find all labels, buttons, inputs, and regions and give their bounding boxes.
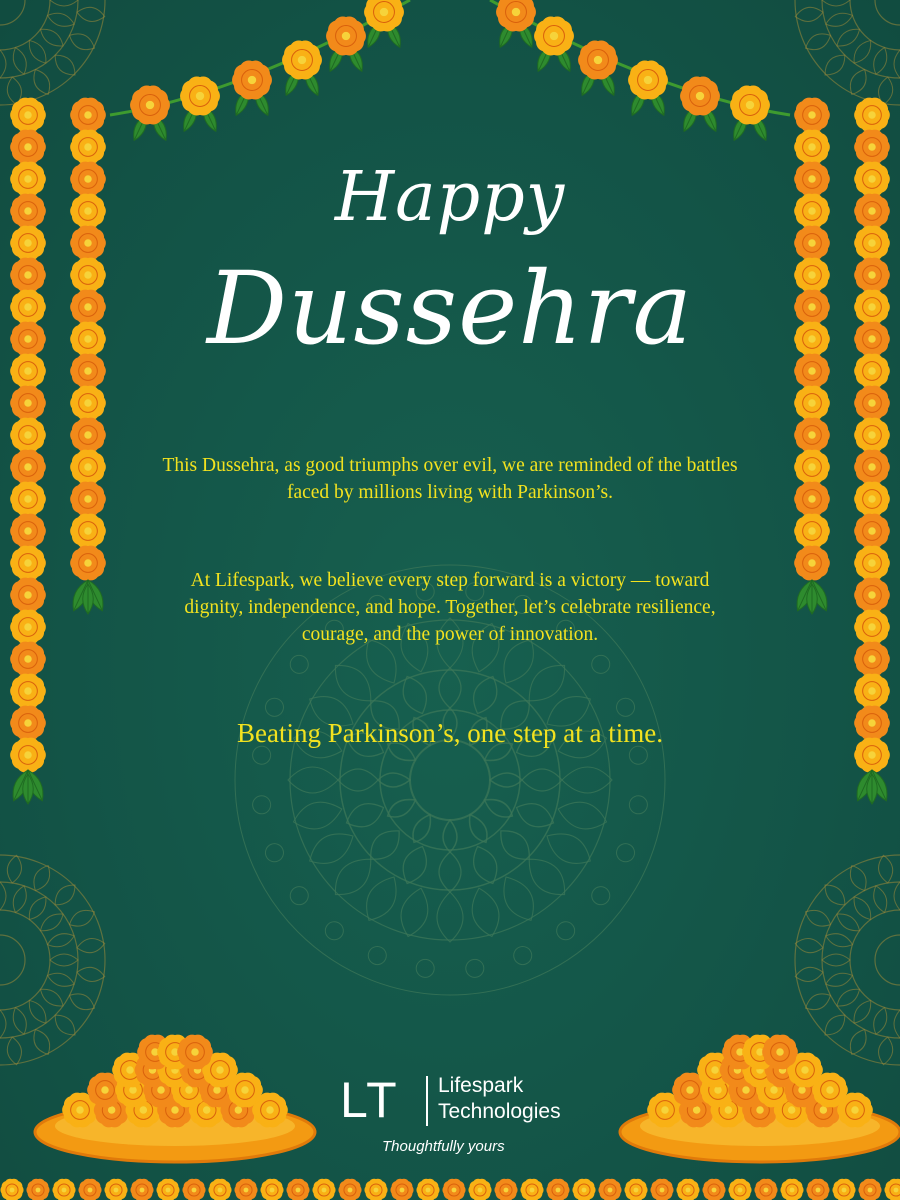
- marigold-flower: [135, 1053, 171, 1088]
- brand-logo: [340, 1070, 600, 1170]
- marigold-flower: [227, 1073, 263, 1108]
- marigold-flower: [234, 1179, 257, 1200]
- mandala-petal: [290, 796, 345, 834]
- leaf-icon: [23, 774, 34, 804]
- leaf-icon: [807, 584, 818, 614]
- marigold-flower: [338, 1179, 361, 1200]
- marigold-flower: [78, 1179, 101, 1200]
- mandala-dot: [252, 795, 272, 815]
- leaf-icon: [180, 104, 201, 134]
- marigold-flower: [702, 1179, 725, 1200]
- marigold-flower: [710, 1093, 746, 1128]
- marigold-flower: [805, 1093, 841, 1128]
- mandala-petal: [437, 892, 463, 942]
- marigold-flower: [468, 1179, 491, 1200]
- marigold-flower: [680, 77, 720, 116]
- mandala-petal: [562, 767, 612, 793]
- marigold-flower: [728, 1073, 764, 1108]
- leaf-icon: [346, 44, 367, 74]
- marigold-flower: [742, 1093, 778, 1128]
- leaf-icon: [598, 68, 619, 98]
- marigold-flower: [260, 1179, 283, 1200]
- marigold-flower: [104, 1179, 127, 1200]
- mandala-petal: [467, 842, 503, 887]
- marigold-flower: [286, 1179, 309, 1200]
- mandala-petal: [512, 797, 557, 833]
- mandala-petal: [495, 870, 543, 926]
- marigold-flower: [10, 610, 46, 645]
- marigold-flower: [70, 546, 106, 581]
- marigold-flower: [182, 1179, 205, 1200]
- leaf-icon: [496, 20, 517, 50]
- marigold-flower: [10, 98, 46, 133]
- mandala-petal: [342, 797, 387, 833]
- marigold-flower: [854, 514, 890, 549]
- marigold-flower: [854, 674, 890, 709]
- mandala-dot: [553, 918, 578, 943]
- leaf-icon: [200, 104, 221, 134]
- leaf-icon: [282, 68, 303, 98]
- mandala-petal: [443, 820, 457, 852]
- marigold-flower: [87, 1073, 123, 1108]
- marigold-flower: [125, 1093, 161, 1128]
- leaf-icon: [150, 113, 171, 143]
- marigold-flower: [26, 1179, 49, 1200]
- mandala-petal: [326, 850, 380, 904]
- leaf-icon: [628, 88, 649, 118]
- leaf-icon: [867, 767, 892, 803]
- leaf-icon: [326, 44, 347, 74]
- leaf-icon: [750, 113, 771, 143]
- leaf-icon: [578, 68, 599, 98]
- mandala-petal: [288, 767, 338, 793]
- mandala-petal: [384, 794, 419, 822]
- marigold-flower: [858, 1179, 881, 1200]
- leaf-icon: [252, 88, 273, 118]
- leaf-icon: [554, 44, 575, 74]
- brand-mark: LT: [340, 1072, 399, 1128]
- marigold-flower: [282, 41, 322, 80]
- marigold-flower: [10, 450, 46, 485]
- marigold-flower: [624, 1179, 647, 1200]
- mandala-petal: [363, 823, 407, 867]
- marigold-flower: [794, 418, 830, 453]
- brand-name-line1: Lifespark: [438, 1074, 524, 1097]
- marigold-flower: [650, 1179, 673, 1200]
- marigold-flower: [232, 61, 272, 100]
- mandala-petal: [397, 842, 433, 887]
- message-paragraph-2: At Lifespark, we believe every step forward is a victory — toward dignity, independence, and hope. Together, let’s celebrate resilience, courage, and the power of innovation.: [184, 570, 716, 645]
- mandala-petal: [540, 825, 596, 873]
- marigold-flower: [794, 98, 830, 133]
- marigold-flower: [728, 1179, 751, 1200]
- marigold-flower: [572, 1179, 595, 1200]
- leaf-icon: [232, 88, 253, 118]
- mandala-petal: [378, 773, 410, 787]
- marigold-plate: [35, 1035, 315, 1162]
- marigold-flower: [812, 1073, 848, 1108]
- marigold-flower: [765, 1053, 801, 1088]
- marigold-flower: [854, 418, 890, 453]
- mandala-petal: [493, 823, 537, 867]
- marigold-flower: [180, 77, 220, 116]
- mandala-dot: [415, 958, 435, 978]
- marigold-flower: [494, 1179, 517, 1200]
- marigold-flower: [10, 418, 46, 453]
- marigold-flower: [143, 1073, 179, 1108]
- marigold-flower: [794, 386, 830, 421]
- leaf-icon: [867, 774, 878, 804]
- marigold-flower: [157, 1093, 193, 1128]
- marigold-flower: [854, 450, 890, 485]
- brand-tagline: Thoughtfully yours: [382, 1138, 505, 1155]
- marigold-flower: [70, 450, 106, 485]
- mandala-petal: [358, 870, 406, 926]
- leaf-icon: [364, 20, 385, 50]
- marigold-flower: [854, 98, 890, 133]
- marigold-flower: [10, 578, 46, 613]
- mandala-petal: [481, 794, 516, 822]
- marigold-flower: [774, 1093, 810, 1128]
- greeting-title-happy: Happy: [334, 158, 566, 237]
- marigold-flower: [578, 41, 618, 80]
- marigold-flower: [189, 1093, 225, 1128]
- marigold-flower: [700, 1073, 736, 1108]
- marigold-flower: [202, 1053, 238, 1088]
- marigold-flower: [884, 1179, 900, 1200]
- mandala-dot: [511, 944, 535, 968]
- leaf-icon: [23, 767, 48, 803]
- mandala-petal: [522, 769, 562, 791]
- corner-mandala-icon: [794, 854, 900, 1066]
- marigold-flower: [10, 386, 46, 421]
- marigold-flower: [628, 61, 668, 100]
- marigold-flower: [854, 642, 890, 677]
- marigold-flower: [199, 1073, 235, 1108]
- marigold-flower: [762, 1035, 798, 1070]
- marigold-flower: [171, 1073, 207, 1108]
- marigold-flower: [854, 578, 890, 613]
- marigold-flower: [10, 642, 46, 677]
- marigold-flower: [854, 610, 890, 645]
- mandala-dot: [628, 795, 648, 815]
- mandala-petal: [303, 825, 359, 873]
- mandala-petal: [439, 668, 461, 708]
- marigold-flower: [115, 1073, 151, 1108]
- marigold-flower: [794, 514, 830, 549]
- marigold-flower: [676, 1179, 699, 1200]
- marigold-flower: [837, 1093, 873, 1128]
- marigold-flower: [220, 1093, 256, 1128]
- leaf-icon: [792, 577, 817, 613]
- marigold-flower: [10, 482, 46, 517]
- marigold-flower: [598, 1179, 621, 1200]
- mandala-dot: [287, 883, 312, 908]
- marigold-flower: [312, 1179, 335, 1200]
- corner-mandala-icon: [0, 854, 106, 1066]
- marigold-flower: [780, 1179, 803, 1200]
- marigold-flower: [0, 1179, 23, 1200]
- message-paragraph-1: This Dussehra, as good triumphs over evil, we are reminded of the battles faced by millions living with Parkinson’s.: [162, 455, 738, 503]
- marigold-flower: [794, 450, 830, 485]
- mandala-petal: [466, 885, 504, 940]
- leaf-icon: [8, 767, 33, 803]
- mandala-dot: [263, 696, 287, 720]
- marigold-flower: [794, 546, 830, 581]
- mandala-petal: [397, 672, 433, 717]
- marigold-flower: [10, 546, 46, 581]
- mandala-petal: [520, 850, 574, 904]
- leaf-icon: [807, 577, 832, 613]
- mandala-petal: [490, 773, 522, 787]
- marigold-flower: [157, 1053, 193, 1088]
- leaf-icon: [534, 44, 555, 74]
- marigold-flower: [416, 1179, 439, 1200]
- mandala-dot: [322, 918, 347, 943]
- mandala-dot: [287, 652, 312, 677]
- mandala-petal: [464, 811, 492, 846]
- leaf-icon: [384, 20, 405, 50]
- mandala-petal: [467, 672, 503, 717]
- marigold-flower: [208, 1179, 231, 1200]
- mandala-petal: [439, 852, 461, 892]
- leaf-icon: [302, 68, 323, 98]
- marigold-flower: [647, 1093, 683, 1128]
- marigold-flower: [112, 1053, 148, 1088]
- marigold-flower: [520, 1179, 543, 1200]
- marigold-flower: [130, 86, 170, 125]
- marigold-flower: [832, 1179, 855, 1200]
- marigold-flower: [754, 1179, 777, 1200]
- marigold-flower: [730, 86, 770, 125]
- marigold-flower: [697, 1053, 733, 1088]
- marigold-flower: [546, 1179, 569, 1200]
- marigold-flower: [806, 1179, 829, 1200]
- marigold-flower: [70, 418, 106, 453]
- marigold-flower: [534, 17, 574, 56]
- mandala-petal: [396, 885, 434, 940]
- marigold-flower: [156, 1179, 179, 1200]
- mandala-dot: [614, 841, 638, 865]
- leaf-icon: [130, 113, 151, 143]
- marigold-flower: [70, 386, 106, 421]
- mandala-petal: [520, 656, 574, 710]
- leaf-icon: [680, 104, 701, 134]
- mandala-petal: [326, 656, 380, 710]
- leaf-icon: [516, 20, 537, 50]
- mandala-dot: [588, 883, 613, 908]
- marigold-flower: [364, 0, 404, 31]
- corner-mandala-icon: [794, 0, 900, 106]
- mandala-dot: [465, 958, 485, 978]
- leaf-icon: [83, 584, 94, 614]
- mandala-dot: [263, 841, 287, 865]
- mandala-dot: [614, 696, 638, 720]
- marigold-flower: [854, 386, 890, 421]
- leaf-icon: [852, 767, 877, 803]
- marigold-flower: [679, 1093, 715, 1128]
- leaf-icon: [730, 113, 751, 143]
- marigold-flower: [672, 1073, 708, 1108]
- marigold-flower: [742, 1035, 778, 1070]
- marigold-flower: [177, 1035, 213, 1070]
- marigold-flower: [62, 1093, 98, 1128]
- marigold-flower: [390, 1179, 413, 1200]
- marigold-flower: [742, 1053, 778, 1088]
- marigold-flower: [326, 17, 366, 56]
- leaf-icon: [700, 104, 721, 134]
- marigold-flower: [442, 1179, 465, 1200]
- leaf-icon: [68, 577, 93, 613]
- leaf-icon: [83, 577, 108, 613]
- marigold-flower: [722, 1035, 758, 1070]
- marigold-flower: [364, 1179, 387, 1200]
- mandala-petal: [338, 769, 378, 791]
- marigold-flower: [756, 1073, 792, 1108]
- marigold-flower: [794, 482, 830, 517]
- marigold-flower: [157, 1035, 193, 1070]
- marigold-flower: [784, 1073, 820, 1108]
- mandala-dot: [366, 944, 390, 968]
- marigold-flower: [496, 0, 536, 31]
- marigold-flower: [10, 674, 46, 709]
- marigold-flower: [130, 1179, 153, 1200]
- marigold-flower: [787, 1053, 823, 1088]
- mandala-dot: [588, 652, 613, 677]
- brand-name-line2: Technologies: [438, 1100, 561, 1123]
- marigold-flower: [94, 1093, 130, 1128]
- mandala-petal: [408, 811, 436, 846]
- leaf-icon: [648, 88, 669, 118]
- marigold-flower: [137, 1035, 173, 1070]
- marigold-flower: [720, 1053, 756, 1088]
- marigold-flower: [180, 1053, 216, 1088]
- marigold-flower: [70, 98, 106, 133]
- corner-mandala-icon: [0, 0, 106, 106]
- marigold-flower: [854, 482, 890, 517]
- marigold-flower: [70, 482, 106, 517]
- mandala-petal: [555, 796, 610, 834]
- marigold-flower: [252, 1093, 288, 1128]
- marigold-plate: [620, 1035, 900, 1162]
- marigold-flower: [70, 514, 106, 549]
- greeting-title-dussehra: Dussehra: [206, 250, 694, 367]
- marigold-flower: [10, 514, 46, 549]
- brand-divider: [426, 1076, 428, 1126]
- message-tagline: Beating Parkinson’s, one step at a time.: [237, 718, 663, 748]
- marigold-flower: [52, 1179, 75, 1200]
- marigold-flower: [854, 546, 890, 581]
